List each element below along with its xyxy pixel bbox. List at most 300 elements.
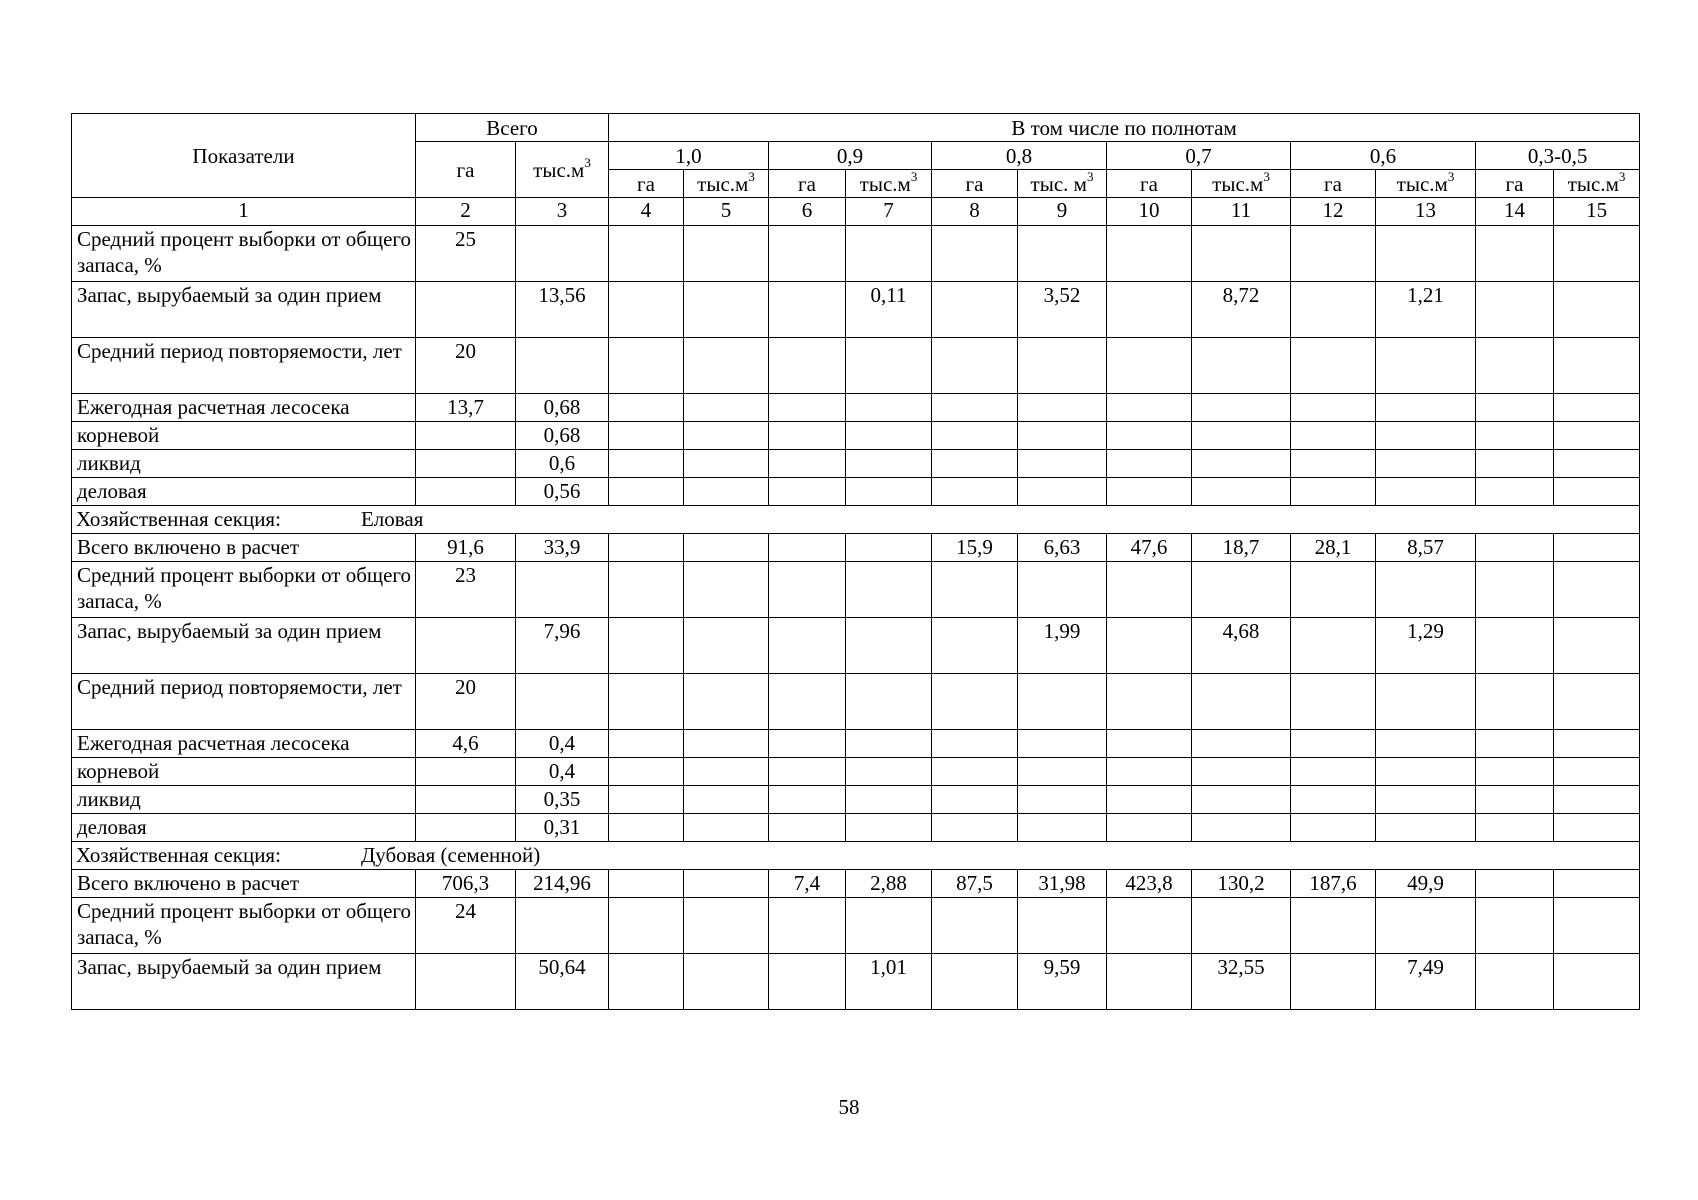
table-cell [1554,534,1640,562]
table-cell [1107,674,1192,730]
table-cell [1291,758,1376,786]
table-cell [1476,562,1554,618]
page-number: 58 [838,1095,860,1119]
row-label: Средний процент выборки от общего запаса, % [72,898,416,954]
table-cell [1476,758,1554,786]
table-cell [1554,226,1640,282]
table-cell [1554,450,1640,478]
unit-volume-header: $тыс.м^3$ [846,170,932,198]
table-cell [1107,898,1192,954]
table-row [72,422,1640,450]
table-cell [1476,450,1554,478]
section-row [72,506,1640,534]
table-cell: 13,56 [516,282,609,338]
table-cell: 0,4 [516,730,609,758]
density-header-1-0: 1,0 [609,142,769,170]
table-cell [1376,226,1476,282]
column-number-cell: 8 [932,198,1018,226]
table-cell: 0,56 [516,478,609,506]
section-row [72,842,1640,870]
row-label: Запас, вырубаемый за один прием [72,618,416,674]
table-cell: 706,3 [416,870,516,898]
table-cell: 0,31 [516,814,609,842]
table-cell [1018,450,1107,478]
indicators-header: Показатели [72,114,416,198]
table-cell: 4,68 [1192,618,1291,674]
table-cell [1376,562,1476,618]
table-cell [516,674,609,730]
table-cell: 47,6 [1107,534,1192,562]
table-cell [846,478,932,506]
table-cell [609,282,684,338]
table-cell: 187,6 [1291,870,1376,898]
table-cell [416,422,516,450]
density-header-0-8: 0,8 [932,142,1107,170]
table-cell [932,730,1018,758]
table-cell [1107,422,1192,450]
table-cell [1476,394,1554,422]
table-cell [769,562,846,618]
table-cell: 23 [416,562,516,618]
table-cell [1018,338,1107,394]
table-cell [846,338,932,394]
table-cell [1476,338,1554,394]
table-cell [1291,394,1376,422]
table-cell [609,478,684,506]
table-cell: 28,1 [1291,534,1376,562]
section-label: Хозяйственная секция: [76,843,281,867]
table-row [72,730,1640,758]
table-cell: 7,96 [516,618,609,674]
table-cell: 0,11 [846,282,932,338]
table-cell [1107,478,1192,506]
table-cell [1554,422,1640,450]
table-cell: 0,4 [516,758,609,786]
table-cell [1192,730,1291,758]
total-volume-header: $тыс.м^3$ [516,142,609,198]
table-cell [932,674,1018,730]
row-label: Средний процент выборки от общего запаса, % [72,226,416,282]
table-cell [1018,786,1107,814]
table-cell [932,618,1018,674]
table-cell [769,786,846,814]
table-cell [609,954,684,1010]
table-cell [1376,394,1476,422]
column-number-cell: 4 [609,198,684,226]
table-cell: 13,7 [416,394,516,422]
table-cell [1554,674,1640,730]
column-number-cell: 1 [72,198,416,226]
table-cell [769,674,846,730]
table-cell [1018,562,1107,618]
table-cell [769,618,846,674]
table-cell [1554,394,1640,422]
row-label: корневой [72,422,416,450]
table-cell: 9,59 [1018,954,1107,1010]
table-row [72,870,1640,898]
table-cell [1476,898,1554,954]
table-cell [1018,730,1107,758]
table-cell: 31,98 [1018,870,1107,898]
table-cell [416,814,516,842]
table-cell [416,954,516,1010]
table-cell [1107,758,1192,786]
table-cell [1018,814,1107,842]
table-cell [609,898,684,954]
table-row [72,450,1640,478]
table-cell [1192,338,1291,394]
table-cell [684,954,769,1010]
table-row [72,226,1640,282]
table-cell [516,562,609,618]
table-cell [1291,786,1376,814]
column-numbers-row [72,198,1640,226]
table-cell [1018,422,1107,450]
unit-volume-header: тыс. $м^3$ [1018,170,1107,198]
table-row [72,674,1640,730]
table-cell [1107,618,1192,674]
table-cell [609,226,684,282]
table-cell: 7,4 [769,870,846,898]
table-cell [684,534,769,562]
row-label: ликвид [72,786,416,814]
table-cell [846,618,932,674]
unit-ha-header: га [1476,170,1554,198]
table-cell [1554,870,1640,898]
table-cell [684,282,769,338]
table-cell [684,618,769,674]
table-cell [684,338,769,394]
table-cell [1476,786,1554,814]
unit-volume-header: $тыс.м^3$ [1192,170,1291,198]
table-cell [1376,814,1476,842]
section-cell [72,842,1640,870]
column-number-cell: 10 [1107,198,1192,226]
table-row [72,478,1640,506]
table-cell: 1,21 [1376,282,1476,338]
column-number-cell: 7 [846,198,932,226]
table-cell [769,758,846,786]
table-cell [1018,226,1107,282]
table-cell [609,786,684,814]
table-cell [1291,338,1376,394]
density-header-0-9: 0,9 [769,142,932,170]
table-cell [684,870,769,898]
table-cell [684,758,769,786]
table-cell [769,394,846,422]
column-number-cell: 13 [1376,198,1476,226]
table-cell [1376,338,1476,394]
table-cell [1376,758,1476,786]
table-cell [932,898,1018,954]
forest-cutting-table [71,113,1640,1010]
table-cell [846,534,932,562]
table-cell [609,562,684,618]
table-cell: 1,01 [846,954,932,1010]
table-row [72,338,1640,394]
table-row [72,814,1640,842]
table-cell [1476,814,1554,842]
table-cell [1376,450,1476,478]
table-cell [1018,478,1107,506]
table-cell [1376,898,1476,954]
section-name: Еловая [360,507,424,531]
table-cell [1554,786,1640,814]
table-cell [1376,422,1476,450]
table-cell [846,674,932,730]
row-label: корневой [72,758,416,786]
table-cell [416,478,516,506]
table-cell [516,338,609,394]
table-cell [1192,450,1291,478]
table-cell [846,450,932,478]
table-cell: 25 [416,226,516,282]
table-cell [1554,338,1640,394]
table-row [72,534,1640,562]
table-cell [684,814,769,842]
table-row [72,562,1640,618]
table-cell [769,478,846,506]
table-cell [1018,758,1107,786]
unit-volume-header: $тыс.м^3$ [1554,170,1640,198]
table-cell [416,618,516,674]
unit-ha-header: га [932,170,1018,198]
table-cell: 0,68 [516,422,609,450]
table-cell [846,562,932,618]
table-cell [684,730,769,758]
table-cell [932,478,1018,506]
density-header-0-6: 0,6 [1291,142,1476,170]
table-cell [1107,282,1192,338]
table-cell: 50,64 [516,954,609,1010]
table-cell: 130,2 [1192,870,1291,898]
table-cell [769,226,846,282]
table-cell [769,282,846,338]
by-density-header: В том числе по полнотам [609,114,1640,142]
table-cell [609,814,684,842]
table-cell [1291,562,1376,618]
table-cell [769,898,846,954]
table-cell [1192,674,1291,730]
table-cell [1107,226,1192,282]
table-cell [1476,618,1554,674]
table-cell: 2,88 [846,870,932,898]
table-cell [1107,814,1192,842]
table-cell [1376,674,1476,730]
column-number-cell: 9 [1018,198,1107,226]
table-cell [684,562,769,618]
column-number-cell: 6 [769,198,846,226]
table-cell [416,450,516,478]
table-cell: 8,72 [1192,282,1291,338]
table-row [72,618,1640,674]
table-cell [769,954,846,1010]
row-label: Ежегодная расчетная лесосека [72,394,416,422]
table-row [72,758,1640,786]
table-cell [1554,562,1640,618]
table-cell [1476,226,1554,282]
row-label: Средний период повторяемости, лет [72,674,416,730]
table-row [72,954,1640,1010]
table-cell [1192,786,1291,814]
table-cell [846,786,932,814]
table-cell [684,898,769,954]
table-cell [1554,758,1640,786]
table-cell [1107,394,1192,422]
table-cell: 33,9 [516,534,609,562]
table-cell: 3,52 [1018,282,1107,338]
table-cell [1376,730,1476,758]
table-cell [1554,282,1640,338]
table-cell: 6,63 [1018,534,1107,562]
row-label: ликвид [72,450,416,478]
table-cell [609,758,684,786]
table-row [72,786,1640,814]
unit-volume-header: $тыс.м^3$ [684,170,769,198]
table-cell [769,534,846,562]
table-cell [1376,786,1476,814]
table-cell [1192,226,1291,282]
table-cell [932,394,1018,422]
table-cell [1554,898,1640,954]
table-cell [1476,422,1554,450]
table-cell [609,534,684,562]
unit-ha-header: га [609,170,684,198]
table-cell [684,450,769,478]
table-cell [932,450,1018,478]
column-number-cell: 15 [1554,198,1640,226]
table-cell [1192,422,1291,450]
density-header-0-7: 0,7 [1107,142,1291,170]
table-cell [609,870,684,898]
table-cell [684,478,769,506]
table-cell [1018,394,1107,422]
column-number-cell: 11 [1192,198,1291,226]
table-cell: 49,9 [1376,870,1476,898]
unit-ha-header: га [1291,170,1376,198]
section-name: Дубовая (семенной) [360,843,541,867]
table-cell [932,422,1018,450]
table-cell [1291,674,1376,730]
unit-ha-header: га [769,170,846,198]
table-cell [1107,562,1192,618]
table-cell: 423,8 [1107,870,1192,898]
table-cell [1476,870,1554,898]
table-cell [932,562,1018,618]
table-cell [1107,954,1192,1010]
unit-volume-header: $тыс.м^3$ [1376,170,1476,198]
table-cell [1376,478,1476,506]
table-cell [609,730,684,758]
unit-ha-header: га [1107,170,1192,198]
table-cell [1476,674,1554,730]
table-cell: 7,49 [1376,954,1476,1010]
table-cell [609,338,684,394]
total-header: Всего [416,114,609,142]
table-cell [1291,226,1376,282]
table-cell: 32,55 [1192,954,1291,1010]
table-cell [769,450,846,478]
table-cell [1476,730,1554,758]
row-label: Всего включено в расчет [72,534,416,562]
table-cell [1291,730,1376,758]
row-label: Запас, вырубаемый за один прием [72,282,416,338]
row-label: Всего включено в расчет [72,870,416,898]
column-number-cell: 12 [1291,198,1376,226]
table-cell [1291,282,1376,338]
table-cell [932,282,1018,338]
section-label: Хозяйственная секция: [76,507,281,531]
header-row-1 [72,114,1640,142]
table-cell [1192,758,1291,786]
table-cell [1554,478,1640,506]
table-cell [1476,282,1554,338]
table-cell: 87,5 [932,870,1018,898]
table-cell: 1,29 [1376,618,1476,674]
table-cell [609,394,684,422]
table-cell [516,226,609,282]
density-header-0-3-0-5: 0,3-0,5 [1476,142,1640,170]
column-number-cell: 5 [684,198,769,226]
table-cell [769,338,846,394]
table-row [72,394,1640,422]
table-cell [684,786,769,814]
table-cell [684,422,769,450]
table-cell [769,730,846,758]
table-cell [769,814,846,842]
table-cell [1192,394,1291,422]
table-cell [846,814,932,842]
table-cell: 8,57 [1376,534,1476,562]
table-cell [609,674,684,730]
table-cell: 20 [416,674,516,730]
table-cell [1291,478,1376,506]
table-cell [609,618,684,674]
row-label: деловая [72,478,416,506]
table-cell [1554,730,1640,758]
table-cell [932,758,1018,786]
table-cell [1291,954,1376,1010]
table-cell [846,422,932,450]
table-cell [846,394,932,422]
table-cell [932,954,1018,1010]
table-cell [1107,450,1192,478]
table-cell [416,786,516,814]
table-cell: 214,96 [516,870,609,898]
table-cell [1476,478,1554,506]
table-cell [932,786,1018,814]
table-cell: 1,99 [1018,618,1107,674]
section-cell [72,506,1640,534]
column-number-cell: 3 [516,198,609,226]
table-cell [1554,814,1640,842]
row-label: Средний период повторяемости, лет [72,338,416,394]
table-cell [416,758,516,786]
table-cell [516,898,609,954]
table-cell: 24 [416,898,516,954]
table-cell [609,450,684,478]
table-cell [846,898,932,954]
table-cell [1291,814,1376,842]
table-cell [1476,954,1554,1010]
table-cell [416,282,516,338]
table-cell [609,422,684,450]
table-cell [1291,422,1376,450]
row-label: Средний процент выборки от общего запаса, % [72,562,416,618]
table-row [72,898,1640,954]
table-cell [1291,618,1376,674]
table-cell [932,814,1018,842]
